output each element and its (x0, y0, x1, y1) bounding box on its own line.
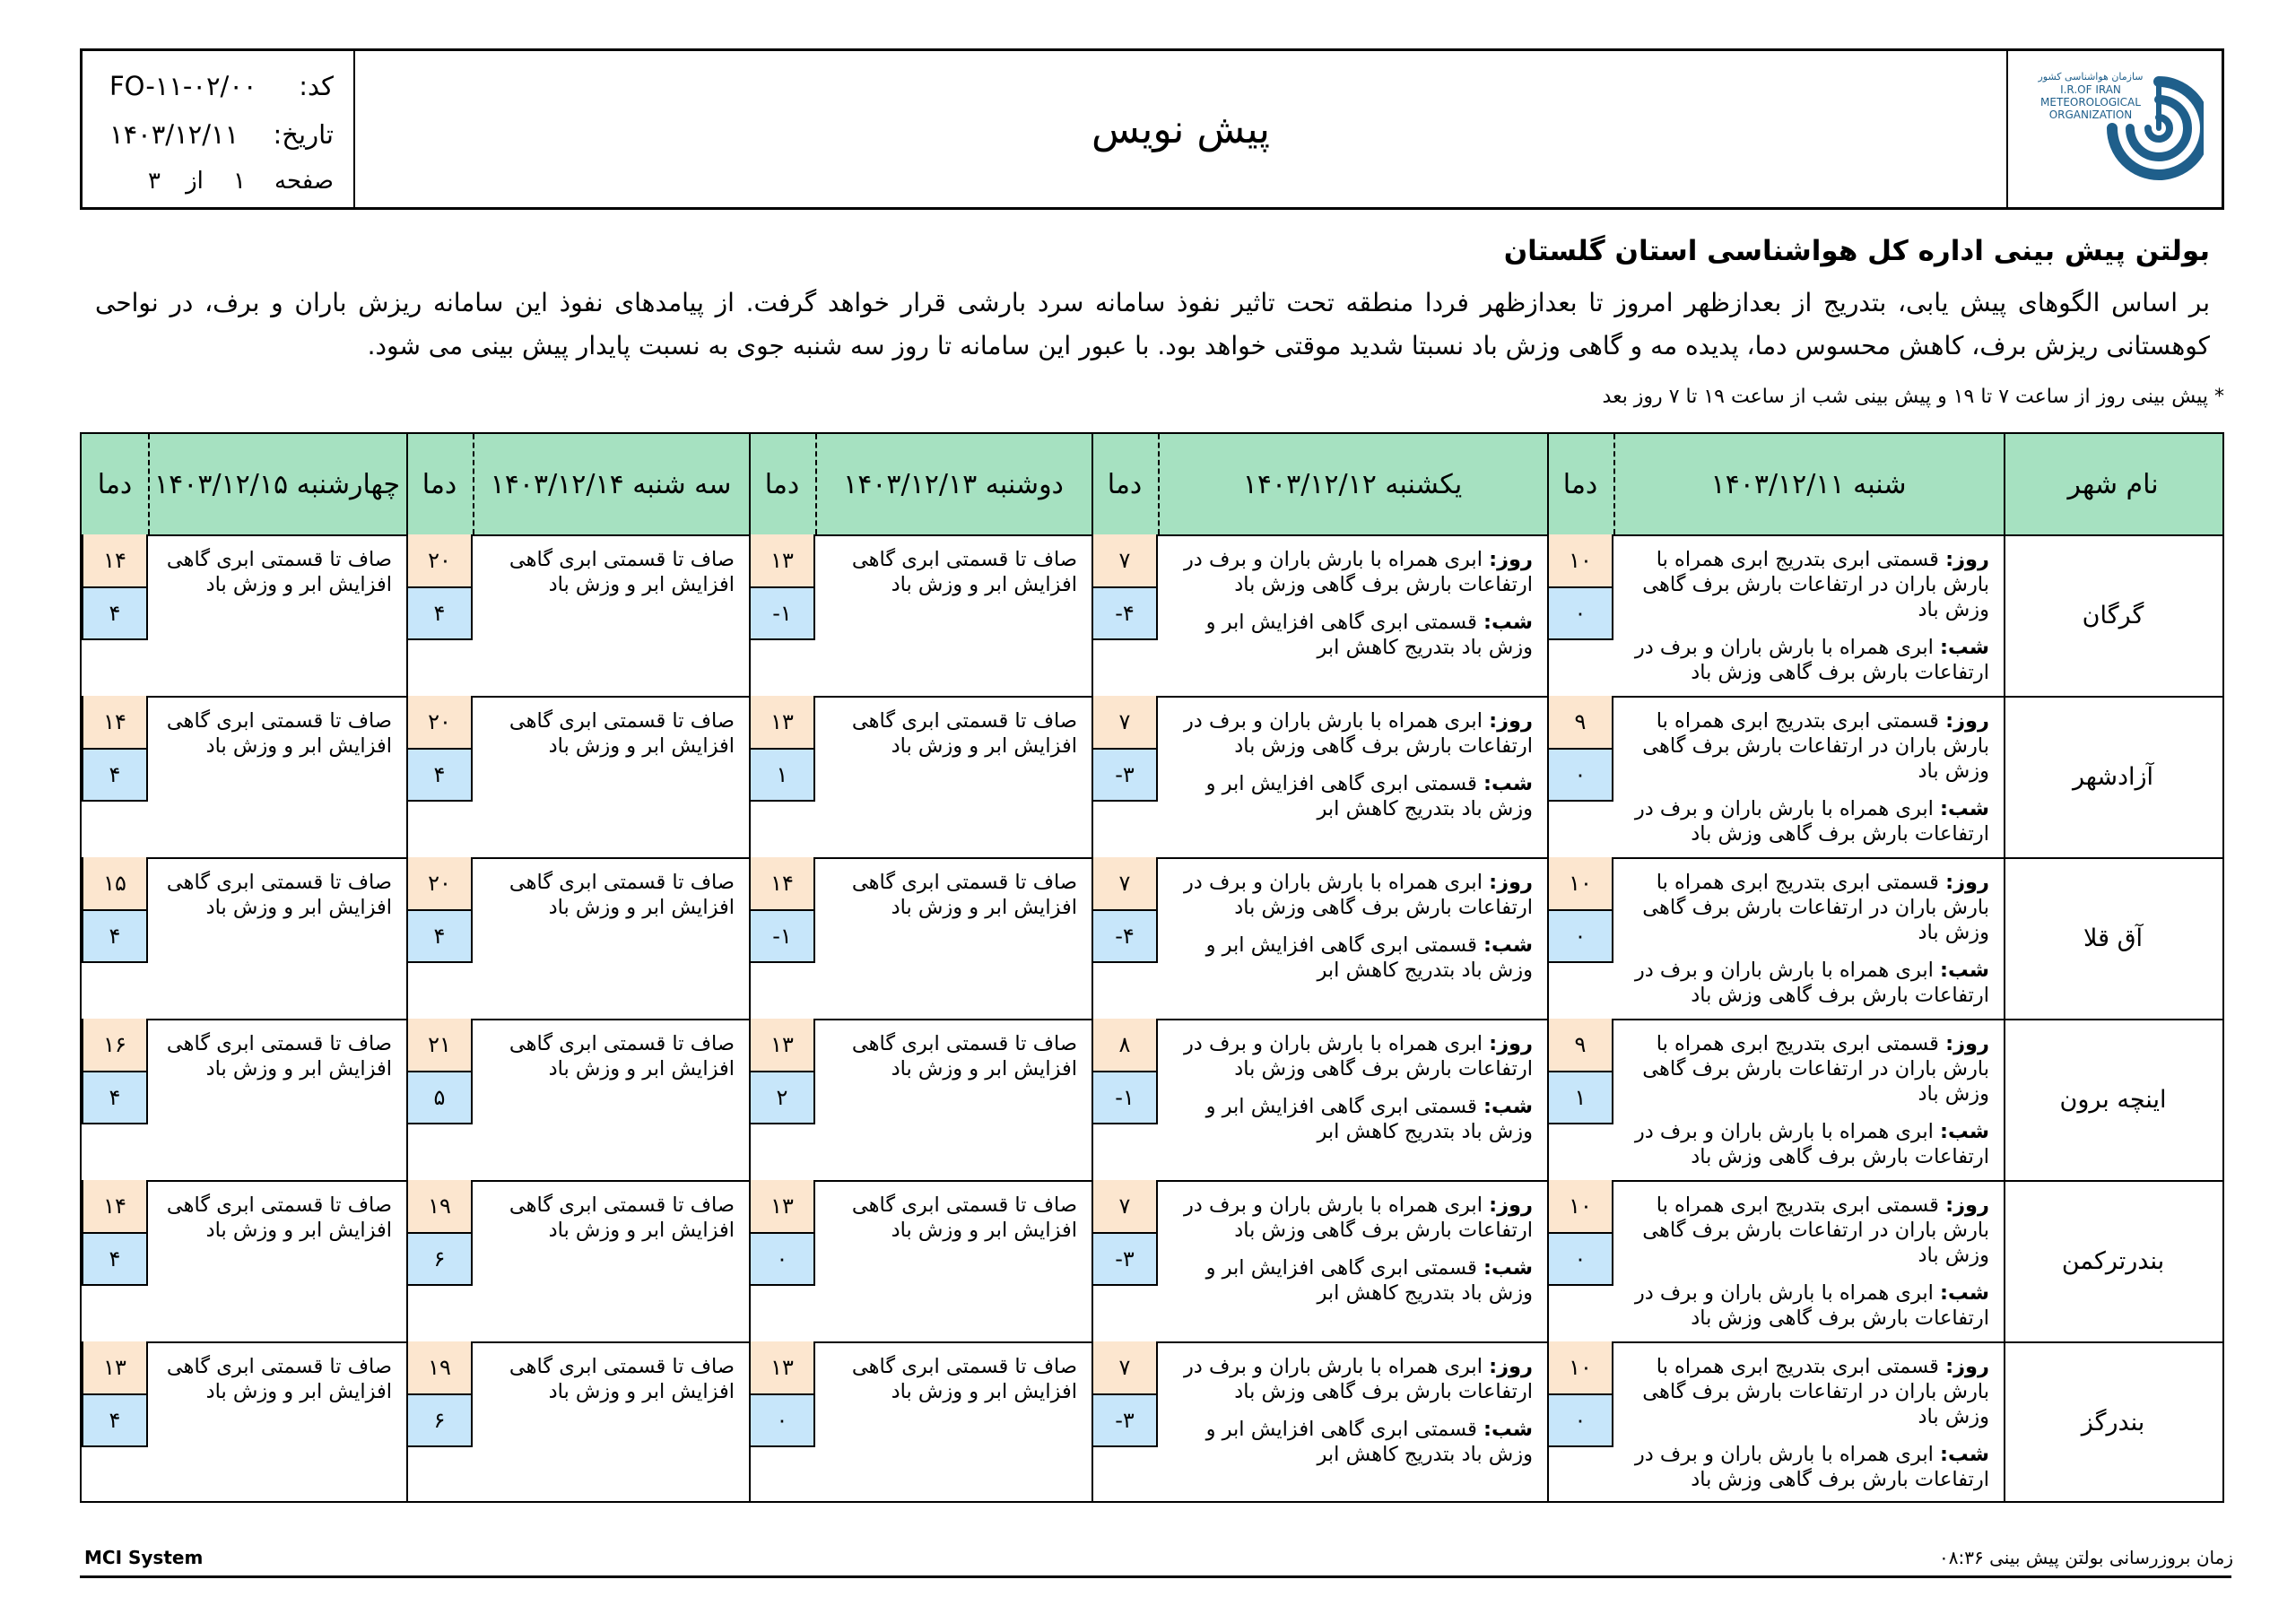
max-temp: ۱۰ (1547, 857, 1613, 911)
max-temp: ۱۳ (749, 534, 815, 588)
night-label: شب: (1940, 1120, 1989, 1143)
city-name: گرگان (2082, 601, 2144, 629)
day-forecast: ابری همراه با بارش باران و برف در ارتفاعات بارش برف گاهی وزش باد (1183, 548, 1533, 596)
max-temp: ۱۴ (82, 696, 148, 750)
header-day-1: شنبه ۱۴۰۳/۱۲/۱۱ (1710, 468, 1907, 500)
forecast-text-day-2 (1170, 547, 1533, 660)
max-temp: ۷ (1091, 857, 1158, 911)
page-label: صفحه (274, 168, 334, 195)
logo-line-1: I.R.OF IRAN (2060, 83, 2121, 96)
forecast-text-day-4: صاف تا قسمتی ابری گاهی افزایش ابر و وزش باد (509, 709, 735, 758)
logo-line-2: METEOROLOGICAL (2040, 96, 2141, 108)
city-name: آزادشهر (2072, 762, 2154, 791)
forecast-text-day-1 (1626, 1354, 1989, 1492)
footer-divider (80, 1575, 2231, 1578)
day-label: روز: (1945, 709, 1989, 733)
forecast-text-day-3: صاف تا قسمتی ابری گاهی افزایش ابر و وزش باد (851, 1193, 1077, 1242)
min-temp: -۴ (1091, 586, 1158, 640)
min-temp: ۰ (1547, 1232, 1613, 1286)
forecast-text-day-1 (1626, 708, 1989, 846)
forecast-text-day-4: صاف تا قسمتی ابری گاهی افزایش ابر و وزش باد (509, 1032, 735, 1081)
day-forecast: قسمتی ابری بتدریج ابری همراه با بارش باران در ارتفاعات بارش برف گاهی وزش باد (1642, 1032, 1989, 1106)
day-period (1642, 548, 1989, 621)
night-period (1626, 796, 1989, 846)
day-period (1184, 1193, 1533, 1242)
city-name: بندرترکمن (2061, 1246, 2165, 1275)
forecast-text-day-1 (1626, 870, 1989, 1008)
logo-line-3: ORGANIZATION (2048, 108, 2133, 121)
logo (2024, 64, 2204, 198)
forecast-table (80, 432, 2224, 1503)
code-value: FO-۱۱-۰۲/۰۰ (109, 71, 257, 101)
max-temp: ۹ (1547, 1019, 1613, 1072)
day-forecast: ابری همراه با بارش باران و برف در ارتفاعات بارش برف گاهی وزش باد (1183, 709, 1533, 758)
day-label: روز: (1945, 871, 1989, 894)
night-label: شب: (1483, 933, 1533, 957)
night-period (1170, 1417, 1533, 1467)
max-temp: ۱۴ (82, 1180, 148, 1234)
header-temp-3: دما (764, 468, 800, 500)
day-forecast: قسمتی ابری بتدریج ابری همراه با بارش باران در ارتفاعات بارش برف گاهی وزش باد (1642, 548, 1989, 621)
max-temp: ۱۳ (749, 696, 815, 750)
max-temp: ۱۰ (1547, 1180, 1613, 1234)
min-temp: ۰ (749, 1232, 815, 1286)
min-temp: ۴ (406, 748, 473, 802)
day-period (1642, 871, 1989, 944)
page-title: پیش نویس (1091, 106, 1270, 152)
min-temp: ۴ (82, 909, 148, 963)
night-period (1626, 1119, 1989, 1169)
max-temp: ۷ (1091, 1341, 1158, 1395)
min-temp: ۲ (749, 1071, 815, 1124)
min-temp: ۴ (82, 748, 148, 802)
date-row (109, 112, 334, 157)
day-forecast: ابری همراه با بارش باران و برف در ارتفاعات بارش برف گاهی وزش باد (1183, 871, 1533, 919)
max-temp: ۱۵ (82, 857, 148, 911)
page-row (109, 159, 334, 204)
forecast-text-day-3: صاف تا قسمتی ابری گاهی افزایش ابر و وزش باد (851, 1032, 1077, 1081)
night-period (1170, 1255, 1533, 1306)
forecast-text-day-1 (1626, 1031, 1989, 1169)
date-value: ۱۴۰۳/۱۲/۱۱ (109, 119, 239, 150)
header-dash-4 (473, 434, 474, 534)
night-forecast: قسمتی ابری گاهی افزایش ابر و وزش باد بتدریج کاهش ابر (1205, 933, 1533, 982)
table-row (82, 534, 2222, 698)
max-temp: ۷ (1091, 696, 1158, 750)
min-temp: ۴ (406, 909, 473, 963)
min-temp: -۱ (749, 909, 815, 963)
max-temp: ۹ (1547, 696, 1613, 750)
night-period (1170, 610, 1533, 660)
day-period (1184, 709, 1533, 758)
page-total: ۳ (148, 168, 161, 195)
forecast-text-day-1 (1626, 547, 1989, 685)
day-label: روز: (1489, 1193, 1533, 1217)
night-label: شب: (1483, 1256, 1533, 1280)
day-label: روز: (1489, 1355, 1533, 1378)
night-label: شب: (1940, 1281, 1989, 1305)
night-label: شب: (1483, 611, 1533, 634)
max-temp: ۲۱ (406, 1019, 473, 1072)
min-temp: ۰ (1547, 909, 1613, 963)
day-label: روز: (1489, 709, 1533, 733)
min-temp: -۱ (749, 586, 815, 640)
day-forecast: ابری همراه با بارش باران و برف در ارتفاعات بارش برف گاهی وزش باد (1183, 1355, 1533, 1403)
night-label: شب: (1940, 797, 1989, 820)
night-forecast: قسمتی ابری گاهی افزایش ابر و وزش باد بتدریج کاهش ابر (1205, 1256, 1533, 1305)
max-temp: ۱۳ (749, 1180, 815, 1234)
day-forecast: ابری همراه با بارش باران و برف در ارتفاعات بارش برف گاهی وزش باد (1183, 1193, 1533, 1242)
max-temp: ۱۹ (406, 1180, 473, 1234)
forecast-text-day-5: صاف تا قسمتی ابری گاهی افزایش ابر و وزش باد (166, 871, 392, 919)
forecast-text-day-2 (1170, 1031, 1533, 1144)
forecast-text-day-5: صاف تا قسمتی ابری گاهی افزایش ابر و وزش باد (166, 1193, 392, 1242)
forecast-text-day-4: صاف تا قسمتی ابری گاهی افزایش ابر و وزش باد (509, 1355, 735, 1403)
day-label: روز: (1489, 1032, 1533, 1055)
table-row (82, 696, 2222, 859)
header-temp-1: دما (1562, 468, 1598, 500)
max-temp: ۱۰ (1547, 1341, 1613, 1395)
date-label: تاریخ: (273, 119, 334, 150)
night-forecast: قسمتی ابری گاهی افزایش ابر و وزش باد بتدریج کاهش ابر (1205, 611, 1533, 659)
day-forecast: قسمتی ابری بتدریج ابری همراه با بارش باران در ارتفاعات بارش برف گاهی وزش باد (1642, 1193, 1989, 1267)
min-temp: ۴ (82, 1393, 148, 1447)
night-forecast: ابری همراه با بارش باران و برف در ارتفاعات بارش برف گاهی وزش باد (1634, 1443, 1989, 1491)
night-label: شب: (1483, 1095, 1533, 1118)
min-temp: ۴ (82, 1071, 148, 1124)
forecast-text-day-4: صاف تا قسمتی ابری گاهی افزایش ابر و وزش باد (509, 1193, 735, 1242)
min-temp: -۳ (1091, 1232, 1158, 1286)
day-period (1184, 1032, 1533, 1081)
min-temp: ۱ (1547, 1071, 1613, 1124)
forecast-text-day-3: صاف تا قسمتی ابری گاهی افزایش ابر و وزش باد (851, 1355, 1077, 1403)
min-temp: -۴ (1091, 909, 1158, 963)
day-period (1184, 871, 1533, 919)
table-row (82, 1019, 2222, 1182)
max-temp: ۱۳ (749, 1341, 815, 1395)
max-temp: ۲۰ (406, 696, 473, 750)
day-period (1642, 1355, 1989, 1428)
forecast-time-note: * پیش بینی روز از ساعت ۷ تا ۱۹ و پیش بینی شب از ساعت ۱۹ تا ۷ روز بعد (1602, 386, 2224, 408)
forecast-text-day-3: صاف تا قسمتی ابری گاهی افزایش ابر و وزش باد (851, 871, 1077, 919)
night-label: شب: (1940, 959, 1989, 982)
night-forecast: ابری همراه با بارش باران و برف در ارتفاعات بارش برف گاهی وزش باد (1634, 1120, 1989, 1168)
table-header-row (82, 434, 2222, 536)
night-period (1626, 958, 1989, 1008)
document-header (80, 48, 2224, 210)
update-time: زمان بروزرسانی بولتن پیش بینی ۰۸:۳۶ (1939, 1547, 2233, 1568)
night-label: شب: (1483, 772, 1533, 795)
document-meta (83, 51, 355, 207)
min-temp: ۶ (406, 1393, 473, 1447)
day-label: روز: (1489, 548, 1533, 571)
logo-cell (2006, 51, 2222, 207)
night-period (1626, 635, 1989, 685)
day-label: روز: (1489, 871, 1533, 894)
forecast-text-day-2 (1170, 1354, 1533, 1467)
max-temp: ۲۰ (406, 857, 473, 911)
system-name: MCI System (84, 1547, 204, 1568)
header-dash-5 (148, 434, 150, 534)
day-label: روز: (1945, 1355, 1989, 1378)
min-temp: ۴ (82, 1232, 148, 1286)
header-day-3: دوشنبه ۱۴۰۳/۱۲/۱۳ (843, 468, 1064, 500)
forecast-text-day-5: صاف تا قسمتی ابری گاهی افزایش ابر و وزش باد (166, 1032, 392, 1081)
logo-persian-name: سازمان هواشناسی کشور (2038, 71, 2144, 82)
day-forecast: ابری همراه با بارش باران و برف در ارتفاعات بارش برف گاهی وزش باد (1183, 1032, 1533, 1081)
page-of: از (186, 168, 204, 195)
max-temp: ۱۶ (82, 1019, 148, 1072)
max-temp: ۱۳ (749, 1019, 815, 1072)
max-temp: ۷ (1091, 1180, 1158, 1234)
night-label: شب: (1940, 636, 1989, 659)
header-temp-2: دما (1107, 468, 1143, 500)
min-temp: ۴ (82, 586, 148, 640)
min-temp: ۴ (406, 586, 473, 640)
max-temp: ۱۴ (749, 857, 815, 911)
night-period (1170, 933, 1533, 983)
max-temp: ۱۴ (82, 534, 148, 588)
header-dash-1 (1613, 434, 1615, 534)
max-temp: ۱۳ (82, 1341, 148, 1395)
forecast-text-day-3: صاف تا قسمتی ابری گاهی افزایش ابر و وزش باد (851, 709, 1077, 758)
min-temp: -۳ (1091, 1393, 1158, 1447)
forecast-text-day-1 (1626, 1193, 1989, 1331)
forecast-text-day-5: صاف تا قسمتی ابری گاهی افزایش ابر و وزش باد (166, 1355, 392, 1403)
min-temp: ۱ (749, 748, 815, 802)
forecast-text-day-2 (1170, 870, 1533, 983)
forecast-text-day-4: صاف تا قسمتی ابری گاهی افزایش ابر و وزش باد (509, 548, 735, 596)
night-period (1170, 1094, 1533, 1144)
day-period (1642, 1032, 1989, 1106)
night-label: شب: (1483, 1418, 1533, 1441)
forecast-text-day-5: صاف تا قسمتی ابری گاهی افزایش ابر و وزش باد (166, 548, 392, 596)
min-temp: ۰ (1547, 1393, 1613, 1447)
header-city: نام شهر (2067, 468, 2159, 500)
city-name: آق قلا (2083, 924, 2144, 952)
day-period (1184, 548, 1533, 596)
day-label: روز: (1945, 1032, 1989, 1055)
max-temp: ۷ (1091, 534, 1158, 588)
min-temp: -۳ (1091, 748, 1158, 802)
city-name: اینچه برون (2059, 1085, 2167, 1114)
min-temp: ۶ (406, 1232, 473, 1286)
bulletin-title: بولتن پیش بینی اداره کل هواشناسی استان گلستان (1503, 235, 2210, 267)
night-period (1626, 1280, 1989, 1331)
forecast-text-day-3: صاف تا قسمتی ابری گاهی افزایش ابر و وزش باد (851, 548, 1077, 596)
header-dash-3 (815, 434, 817, 534)
max-temp: ۱۹ (406, 1341, 473, 1395)
table-row (82, 1180, 2222, 1343)
forecast-text-day-4: صاف تا قسمتی ابری گاهی افزایش ابر و وزش باد (509, 871, 735, 919)
max-temp: ۱۰ (1547, 534, 1613, 588)
day-forecast: قسمتی ابری بتدریج ابری همراه با بارش باران در ارتفاعات بارش برف گاهی وزش باد (1642, 709, 1989, 783)
night-forecast: قسمتی ابری گاهی افزایش ابر و وزش باد بتدریج کاهش ابر (1205, 772, 1533, 820)
header-day-5: چهارشنبه ۱۴۰۳/۱۲/۱۵ (154, 468, 400, 500)
day-period (1184, 1355, 1533, 1403)
max-temp: ۲۰ (406, 534, 473, 588)
max-temp: ۸ (1091, 1019, 1158, 1072)
header-temp-4: دما (422, 468, 457, 500)
day-label: روز: (1945, 548, 1989, 571)
page-current: ۱ (233, 168, 246, 195)
night-forecast: ابری همراه با بارش باران و برف در ارتفاعات بارش برف گاهی وزش باد (1634, 1281, 1989, 1330)
day-period (1642, 709, 1989, 783)
min-temp: -۱ (1091, 1071, 1158, 1124)
table-row (82, 857, 2222, 1020)
forecast-text-day-2 (1170, 708, 1533, 821)
night-forecast: قسمتی ابری گاهی افزایش ابر و وزش باد بتدریج کاهش ابر (1205, 1418, 1533, 1466)
night-label: شب: (1940, 1443, 1989, 1466)
header-dash-2 (1158, 434, 1160, 534)
header-temp-5: دما (97, 468, 133, 500)
day-label: روز: (1945, 1193, 1989, 1217)
night-forecast: ابری همراه با بارش باران و برف در ارتفاعات بارش برف گاهی وزش باد (1634, 797, 1989, 846)
logo-text (2035, 71, 2146, 121)
night-period (1626, 1442, 1989, 1492)
day-period (1642, 1193, 1989, 1267)
city-name: بندرگز (2081, 1408, 2145, 1436)
night-forecast: ابری همراه با بارش باران و برف در ارتفاعات بارش برف گاهی وزش باد (1634, 636, 1989, 684)
day-forecast: قسمتی ابری بتدریج ابری همراه با بارش باران در ارتفاعات بارش برف گاهی وزش باد (1642, 871, 1989, 944)
forecast-text-day-5: صاف تا قسمتی ابری گاهی افزایش ابر و وزش باد (166, 709, 392, 758)
night-period (1170, 771, 1533, 821)
night-forecast: قسمتی ابری گاهی افزایش ابر و وزش باد بتدریج کاهش ابر (1205, 1095, 1533, 1143)
table-row (82, 1341, 2222, 1503)
header-day-2: یکشنبه ۱۴۰۳/۱۲/۱۲ (1242, 468, 1463, 500)
header-day-4: سه شنبه ۱۴۰۳/۱۲/۱۴ (490, 468, 732, 500)
day-forecast: قسمتی ابری بتدریج ابری همراه با بارش باران در ارتفاعات بارش برف گاهی وزش باد (1642, 1355, 1989, 1428)
min-temp: ۰ (1547, 586, 1613, 640)
bulletin-summary: بر اساس الگوهای پیش یابی، بتدریج از بعدازظهر امروز تا بعدازظهر فردا منطقه تحت تاثیر نفوذ سامانه سرد بارشی قرار خواهد گرفت. از پیامدهای نفوذ این سامانه ریزش باران و برف، در نواحی کوهستانی ریزش برف، کاهش محسوس دما، پدیده مه و گاهی وزش باد نسبتا شدید موقتی خواهد بود. با عبور این سامانه تا روز سه شنبه جوی به نسبت پایدار پیش بینی می شود. (95, 288, 2210, 360)
forecast-text-day-2 (1170, 1193, 1533, 1306)
min-temp: ۰ (749, 1393, 815, 1447)
min-temp: ۵ (406, 1071, 473, 1124)
min-temp: ۰ (1547, 748, 1613, 802)
code-row (109, 64, 334, 108)
code-label: کد: (299, 71, 334, 101)
night-forecast: ابری همراه با بارش باران و برف در ارتفاعات بارش برف گاهی وزش باد (1634, 959, 1989, 1007)
